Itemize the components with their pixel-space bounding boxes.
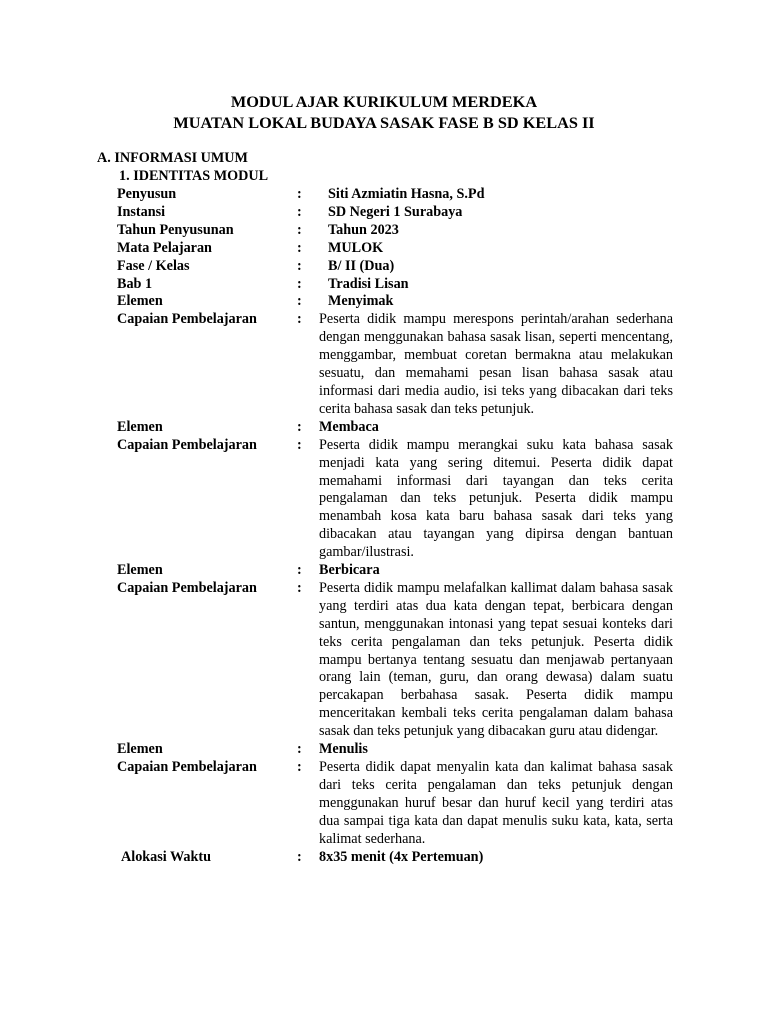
cp-text: Peserta didik mampu melafalkan kallimat dalam bahasa sasak yang terdiri atas dua kata dengan tepat, berbicara dengan santun, menggunakan intonasi yang tepat sesuai konteks dari teks cerita pengalaman dan teks petunjuk. Peserta didik mampu bertanya tentang sesuatu dan menjawab pertanyaan orang lain (teman, guru, dan orang dewasa) dalam suatu percakapan berbahasa sasak. Peserta didik mampu menceritakan kembali teks cerita pengalaman dalam bahasa sasak dan teks petunjuk yang dibacakan guru atau didengar. bbox=[319, 579, 673, 740]
field-colon: : bbox=[297, 293, 302, 310]
field-colon: : bbox=[297, 203, 302, 220]
field-colon: : bbox=[297, 848, 302, 865]
identity-fields bbox=[117, 186, 673, 866]
field-colon: : bbox=[297, 436, 302, 453]
field-value: 8x35 menit (4x Pertemuan) bbox=[319, 848, 484, 865]
element-row-membaca bbox=[117, 419, 673, 437]
field-value: Tahun 2023 bbox=[328, 221, 399, 238]
cp-row-menulis bbox=[117, 759, 673, 849]
element-label: Elemen bbox=[117, 418, 163, 435]
element-name: Menyimak bbox=[328, 293, 394, 310]
field-label: Alokasi Waktu bbox=[121, 848, 212, 865]
field-colon: : bbox=[297, 311, 302, 328]
field-colon: : bbox=[297, 741, 302, 758]
cp-text: Peserta didik dapat menyalin kata dan kalimat bahasa sasak dari teks cerita pengalaman dan teks petunjuk dengan menggunakan huruf besar dan huruf kecil yang terdiri atas dua sampai tiga kata dan dapat menulis suku kata, kata, serta kalimat sederhana. bbox=[319, 759, 673, 847]
element-name: Membaca bbox=[319, 418, 379, 435]
section-heading-informasi-umum: A. INFORMASI UMUM bbox=[97, 150, 248, 166]
cp-label: Capaian Pembelajaran bbox=[117, 436, 257, 453]
cp-row-berbicara bbox=[117, 580, 673, 741]
field-colon: : bbox=[297, 257, 302, 274]
element-name: Berbicara bbox=[319, 562, 380, 579]
field-row-tahun-penyusunan bbox=[117, 222, 673, 240]
field-value: MULOK bbox=[328, 239, 384, 256]
field-colon: : bbox=[297, 239, 302, 256]
cp-label: Capaian Pembelajaran bbox=[117, 759, 257, 775]
document-title-line1: MODUL AJAR KURIKULUM MERDEKA bbox=[230, 92, 538, 111]
field-value: Siti Azmiatin Hasna, S.Pd bbox=[328, 186, 485, 202]
field-label: Penyusun bbox=[117, 186, 177, 202]
field-value: Tradisi Lisan bbox=[328, 275, 409, 292]
element-label: Elemen bbox=[117, 741, 163, 758]
field-colon: : bbox=[297, 759, 302, 775]
cp-row-menyimak bbox=[117, 311, 673, 418]
field-label: Fase / Kelas bbox=[117, 257, 190, 274]
cp-text: Peserta didik mampu merespons perintah/arahan sederhana dengan menggunakan bahasa sasak lisan, seperti mencentang, menggambar, membuat coretan bermakna atau melakukan sesuatu, dan memahami pesan lisan bahasa sasak atau informasi dari media audio, isi teks yang dibacakan dari teks cerita bahasa sasak dan teks petunjuk. bbox=[319, 311, 673, 417]
field-colon: : bbox=[297, 275, 302, 292]
field-colon: : bbox=[297, 221, 302, 238]
field-label: Tahun Penyusunan bbox=[117, 221, 234, 238]
document-title-line2: MUATAN LOKAL BUDAYA SASAK FASE B SD KELAS II bbox=[173, 113, 595, 132]
field-value: SD Negeri 1 Surabaya bbox=[328, 203, 463, 220]
field-row-instansi bbox=[117, 204, 673, 222]
element-row-menulis bbox=[117, 741, 673, 759]
field-row-penyusun bbox=[117, 186, 673, 204]
cp-label: Capaian Pembelajaran bbox=[117, 311, 257, 328]
field-label: Mata Pelajaran bbox=[117, 239, 212, 256]
element-row-menyimak bbox=[117, 293, 673, 311]
field-colon: : bbox=[297, 579, 302, 596]
field-colon: : bbox=[297, 562, 302, 579]
field-colon: : bbox=[297, 418, 302, 435]
element-row-berbicara bbox=[117, 562, 673, 580]
field-row-bab bbox=[117, 276, 673, 294]
field-row-alokasi-waktu bbox=[117, 849, 673, 867]
cp-row-membaca bbox=[117, 437, 673, 562]
field-label: Instansi bbox=[117, 203, 166, 220]
cp-text: Peserta didik mampu merangkai suku kata bahasa sasak menjadi kata yang sering ditemui. Peserta didik dapat memahami informasi dari tayangan dan teks cerita pengalaman dan teks petunjuk. Peserta didik mampu menambah kosa kata baru bahasa sasak dari teks yang dibacakan atau tayangan yang dipirsa dengan bantuan gambar/ilustrasi. bbox=[319, 436, 673, 561]
element-label: Elemen bbox=[117, 293, 163, 310]
element-label: Elemen bbox=[117, 562, 163, 579]
cp-label: Capaian Pembelajaran bbox=[117, 579, 257, 596]
field-row-fase-kelas bbox=[117, 258, 673, 276]
subsection-heading-identitas-modul: 1. IDENTITAS MODUL bbox=[119, 168, 269, 184]
field-value: B/ II (Dua) bbox=[328, 257, 395, 274]
element-name: Menulis bbox=[319, 741, 368, 758]
field-label: Bab 1 bbox=[117, 275, 153, 292]
field-row-mata-pelajaran bbox=[117, 240, 673, 258]
field-colon: : bbox=[297, 186, 302, 202]
